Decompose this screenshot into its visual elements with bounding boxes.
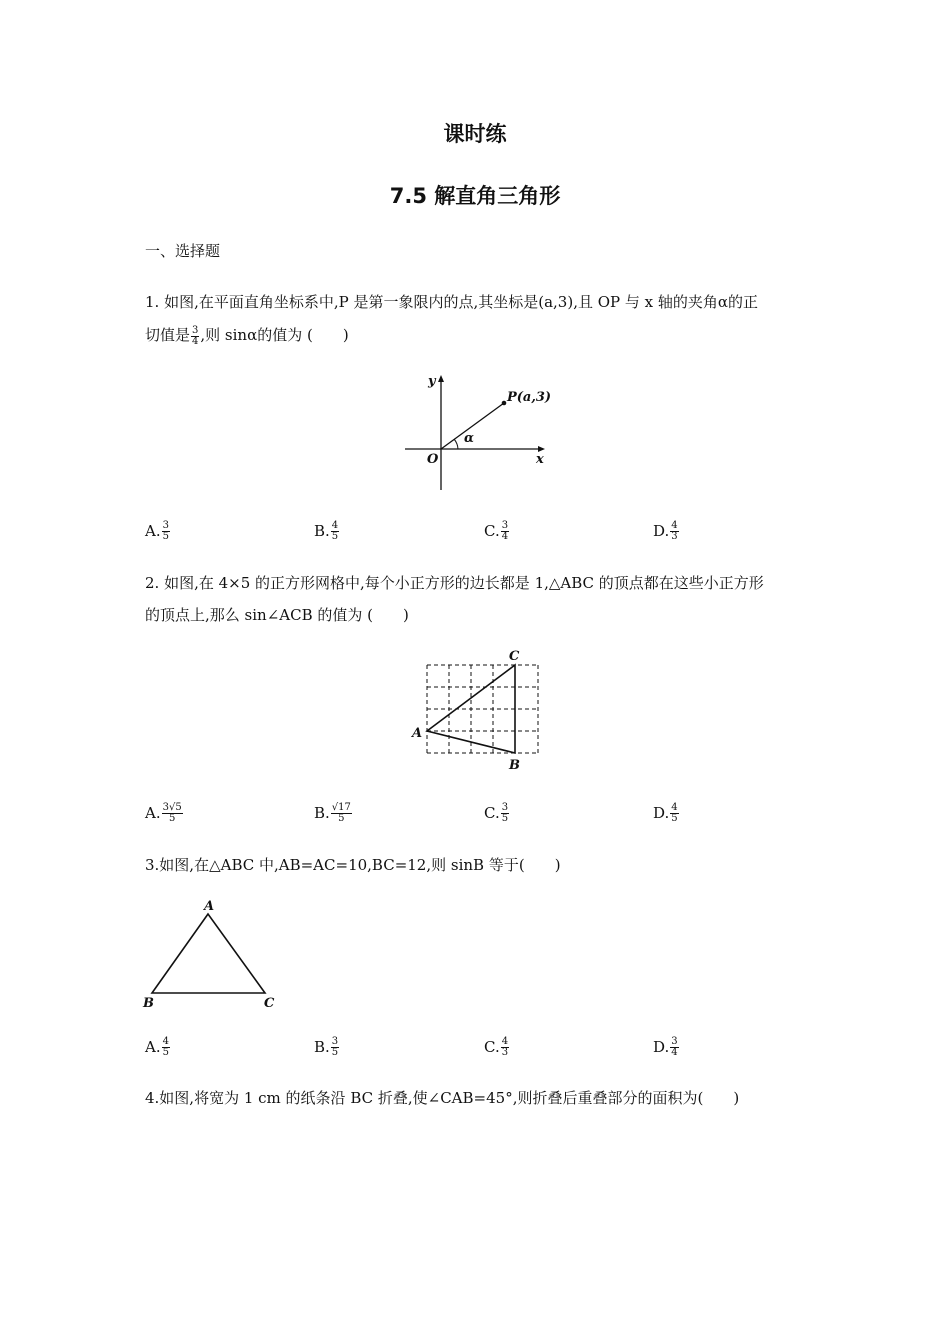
q2-option-b-num: √17 [331, 801, 351, 813]
q1-option-a-label: A. [145, 522, 161, 540]
q1-label-p: P(a,3) [507, 390, 552, 405]
q1-option-b-label: B. [314, 522, 330, 540]
q3-option-d-label: D. [653, 1038, 670, 1056]
q1-label-y: y [428, 374, 436, 389]
q2-option-d-label: D. [653, 804, 670, 822]
q3-option-a[interactable] [145, 1036, 171, 1058]
q3-close-paren: ) [554, 856, 561, 874]
q3-option-b-num: 3 [331, 1035, 339, 1047]
doc-title: 课时练 [443, 122, 507, 146]
q1-line2-text-b: ,则 sinα的值为 ( [200, 326, 313, 344]
q3-label-a: A [204, 899, 215, 914]
q1-option-a-den: 5 [162, 530, 169, 542]
q4-line1-text: 4.如图,将宽为 1 cm 的纸条沿 BC 折叠,使∠CAB=45°,则折叠后重叠部分的面积为( [145, 1089, 704, 1107]
q1-option-d[interactable] [653, 520, 680, 542]
q3-option-d[interactable] [653, 1036, 680, 1058]
q2-option-c[interactable] [484, 802, 510, 824]
q1-option-a-num: 3 [162, 519, 169, 531]
q2-line1: 2. 如图,在 4×5 的正方形网格中,每个小正方形的边长都是 1,△ABC 的顶点都在这些小正方形 [145, 574, 764, 592]
q2-label-b: B [509, 758, 520, 773]
q1-option-d-den: 3 [671, 530, 678, 542]
q3-option-c-den: 3 [501, 1046, 509, 1058]
q3-label-b: B [143, 996, 154, 1011]
q2-line2 [145, 605, 409, 625]
q2-option-a-label: A. [145, 804, 161, 822]
q2-option-a[interactable] [145, 802, 184, 824]
q3-triangle [152, 914, 265, 993]
q3-line1 [145, 855, 561, 875]
q2-option-c-den: 5 [501, 812, 509, 824]
q4-close-paren: ) [733, 1089, 740, 1107]
section-heading: 一、选择题 [145, 242, 221, 260]
q2-option-c-num: 3 [501, 801, 509, 813]
q1-label-alpha: α [464, 431, 475, 446]
q1-fraction [191, 326, 199, 347]
q1-option-d-num: 4 [671, 519, 678, 531]
q1-line1: 1. 如图,在平面直角坐标系中,P 是第一象限内的点,其坐标是(a,3),且 OP 与 x 轴的夹角α的正 [145, 293, 759, 311]
q1-option-b-num: 4 [331, 519, 339, 531]
q1-option-c-label: C. [484, 522, 500, 540]
q1-option-c-num: 3 [501, 519, 509, 531]
q4-line1 [145, 1088, 739, 1108]
q1-line2-text: 切值是 [145, 326, 191, 344]
q1-label-x: x [536, 452, 544, 467]
q3-label-c: C [264, 996, 275, 1011]
q1-option-b-den: 5 [331, 530, 339, 542]
q3-option-a-den: 5 [162, 1046, 169, 1058]
q3-option-c[interactable] [484, 1036, 510, 1058]
q2-option-a-den: 5 [168, 812, 176, 824]
q3-option-a-label: A. [145, 1038, 161, 1056]
q2-label-c: C [509, 649, 520, 664]
q3-option-b[interactable] [314, 1036, 340, 1058]
q2-label-a: A [412, 726, 423, 741]
q2-option-b-label: B. [314, 804, 330, 822]
q2-option-a-num: 3√5 [162, 801, 182, 813]
q1-line2 [145, 325, 349, 347]
q3-option-b-den: 5 [331, 1046, 339, 1058]
q2-option-d[interactable] [653, 802, 680, 824]
doc-subtitle: 7.5 解直角三角形 [389, 184, 561, 208]
q1-frac-den: 4 [192, 335, 199, 347]
q1-angle-arc [454, 439, 458, 449]
q2-grid [427, 665, 538, 753]
q2-figure [405, 645, 555, 775]
q1-frac-num: 3 [192, 324, 199, 336]
q1-close-paren: ) [342, 326, 349, 344]
q2-option-c-label: C. [484, 804, 500, 822]
q3-option-d-den: 4 [671, 1046, 678, 1058]
q1-point-p [502, 401, 507, 406]
q1-option-a[interactable] [145, 520, 171, 542]
q1-option-d-label: D. [653, 522, 670, 540]
q1-option-b[interactable] [314, 520, 340, 542]
q1-y-arrow [438, 375, 444, 382]
q3-figure [140, 897, 285, 1012]
q2-option-d-num: 4 [671, 801, 678, 813]
q3-option-d-num: 3 [671, 1035, 678, 1047]
q3-option-c-label: C. [484, 1038, 500, 1056]
q2-option-d-den: 5 [671, 812, 678, 824]
q2-close-paren: ) [402, 606, 409, 624]
q2-line2-text: 的顶点上,那么 sin∠ACB 的值为 ( [145, 606, 373, 624]
q1-figure [400, 370, 560, 495]
q1-option-c-den: 4 [501, 530, 509, 542]
q2-option-b-den: 5 [338, 812, 345, 824]
q3-option-a-num: 4 [162, 1035, 169, 1047]
q1-option-c[interactable] [484, 520, 510, 542]
q3-option-c-num: 4 [501, 1035, 509, 1047]
q3-line1-text: 3.如图,在△ABC 中,AB=AC=10,BC=12,则 sinB 等于( [145, 856, 525, 874]
q2-option-b[interactable] [314, 802, 353, 824]
q3-option-b-label: B. [314, 1038, 330, 1056]
q1-label-o: O [427, 452, 439, 467]
